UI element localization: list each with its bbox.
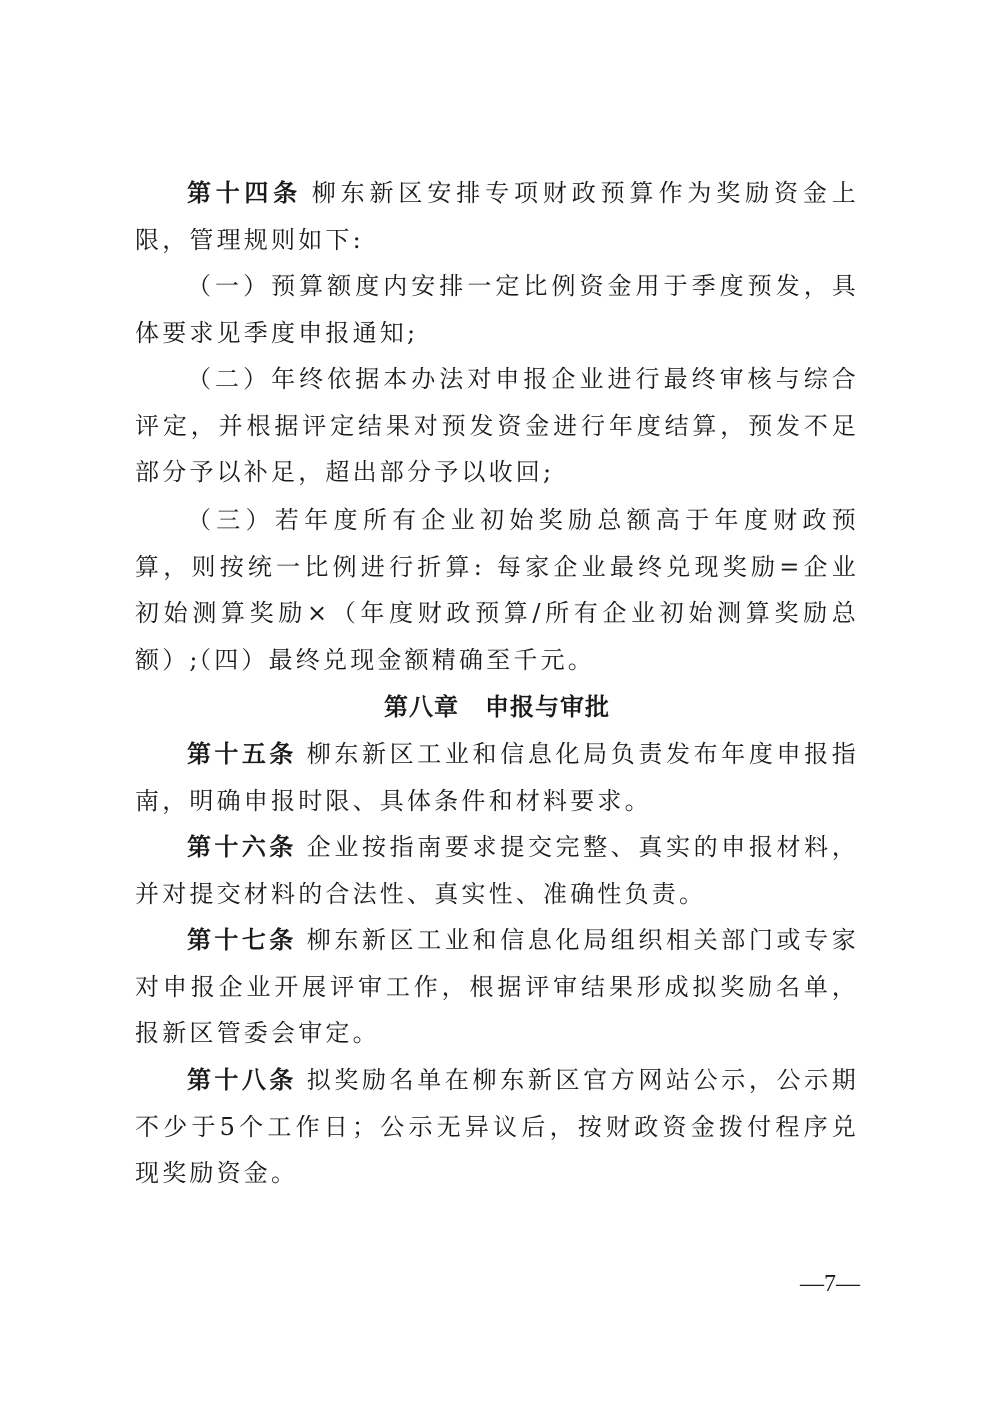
article-14 [135,170,859,263]
article-15-lead: 第十五条 [187,740,297,768]
article-18 [135,1057,859,1197]
article-16-lead: 第十六条 [187,833,297,861]
article-14-item-3: （三）若年度所有企业初始奖励总额高于年度财政预算，则按统一比例进行折算: 每家企业最终兑现奖励=企业初始测算奖励×（年度财政预算/所有企业初始测算奖励总额）; [135,506,859,674]
article-16 [135,824,859,917]
article-14-item-2: （二）年终依据本办法对申报企业进行最终审核与综合评定，并根据评定结果对预发资金进行年度结算，预发不足部分予以补足，超出部分予以收回; [135,365,859,486]
article-17-lead: 第十七条 [187,926,297,954]
chapter-number: 第八章 [384,693,459,721]
article-14-lead: 第十四条 [187,179,302,207]
article-14-item-1: （一）预算额度内安排一定比例资金用于季度预发，具体要求见季度申报通知; [135,272,859,347]
article-16-text: 企业按指南要求提交完整、真实的申报材料，并对提交材料的合法性、真实性、准确性负责。 [135,833,860,908]
article-17-text: 柳东新区工业和信息化局组织相关部门或专家对申报企业开展评审工作，根据评审结果形成拟奖励名单，报新区管委会审定。 [135,926,860,1047]
article-15-text: 柳东新区工业和信息化局负责发布年度申报指南，明确申报时限、具体条件和材料要求。 [135,740,860,815]
article-14-item-4: （四）最终兑现金额精确至千元。 [187,646,595,674]
chapter-heading [135,684,859,731]
article-14-text: 柳东新区安排专项财政预算作为奖励资金上限，管理规则如下: [135,179,859,254]
article-15 [135,731,859,824]
article-17 [135,917,859,1057]
chapter-title: 申报与审批 [485,693,610,721]
article-18-lead: 第十八条 [187,1066,297,1094]
page-number: —7— [800,1271,860,1297]
article-18-text: 拟奖励名单在柳东新区官方网站公示，公示期不少于5个工作日；公示无异议后，按财政资金拨付程序兑现奖励资金。 [135,1066,860,1187]
